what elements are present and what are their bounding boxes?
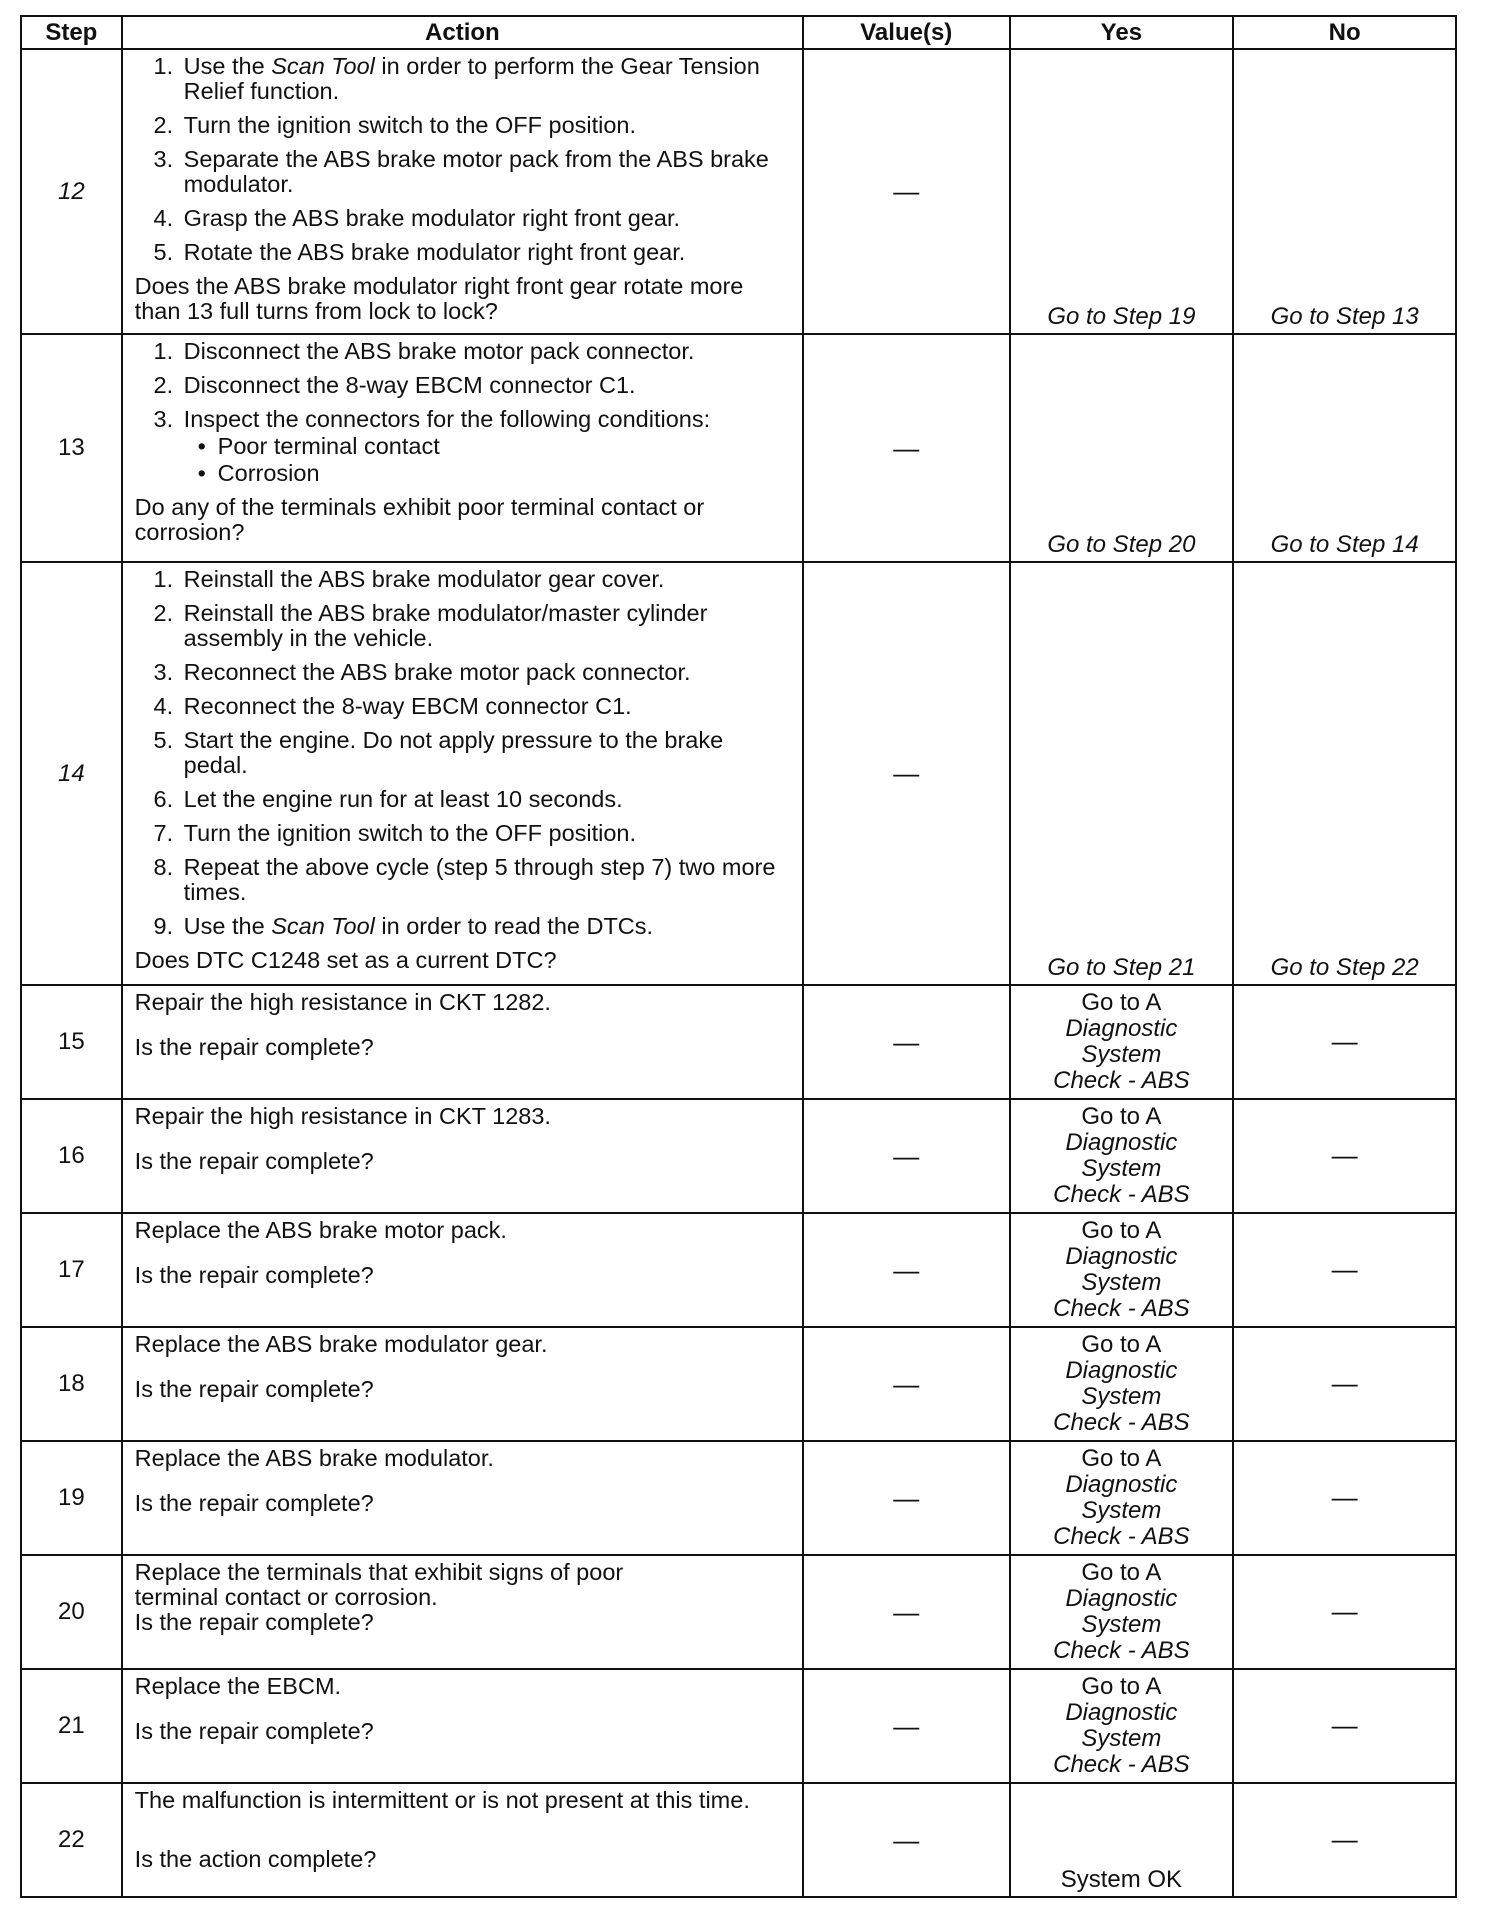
step-question: Do any of the terminals exhibit poor terminal contact or corrosion?	[134, 494, 705, 545]
header-yes: Yes	[1010, 16, 1234, 49]
no-action: Go to Step 13	[1233, 49, 1456, 334]
instruction-item: 3. Separate the ABS brake motor pack from the ABS brake modulator.	[180, 147, 792, 197]
step-question: Is the repair complete?	[134, 1262, 374, 1288]
instruction-item: 1. Use the Scan Tool in order to perform the Gear Tension Relief function.	[180, 54, 792, 104]
step-number: 16	[21, 1099, 122, 1213]
table-row-step-18	[21, 1327, 1456, 1441]
step-instruction: Replace the ABS brake motor pack.	[134, 1217, 507, 1243]
instruction-item: 2. Reinstall the ABS brake modulator/master cylinder assembly in the vehicle.	[180, 601, 792, 651]
header-step: Step	[21, 16, 122, 49]
step-number: 14	[21, 562, 122, 985]
no-action: Go to Step 22	[1233, 562, 1456, 985]
step-instruction: Replace the EBCM.	[134, 1673, 342, 1699]
step-instruction: The malfunction is intermittent or is not present at this time.	[134, 1787, 750, 1813]
no-action: —	[1233, 1099, 1456, 1213]
table-row-step-17	[21, 1213, 1456, 1327]
step-number: 22	[21, 1783, 122, 1897]
header-no: No	[1233, 16, 1456, 49]
step-value: —	[803, 334, 1009, 562]
yes-action: Go to Step 20	[1010, 334, 1234, 562]
yes-action: Go to A Diagnostic System Check - ABS	[1010, 985, 1234, 1099]
table-row-step-20	[21, 1555, 1456, 1669]
yes-action: Go to A Diagnostic System Check - ABS	[1010, 1099, 1234, 1213]
instruction-item: 9. Use the Scan Tool in order to read the DTCs.	[180, 914, 792, 939]
step-action	[122, 1441, 803, 1555]
yes-action: Go to A Diagnostic System Check - ABS	[1010, 1555, 1234, 1669]
header-action: Action	[122, 16, 803, 49]
step-action	[122, 562, 803, 985]
step-number: 13	[21, 334, 122, 562]
yes-action: Go to A Diagnostic System Check - ABS	[1010, 1327, 1234, 1441]
yes-action: Go to A Diagnostic System Check - ABS	[1010, 1213, 1234, 1327]
no-action: —	[1233, 1441, 1456, 1555]
step-action	[122, 1669, 803, 1783]
yes-action: Go to A Diagnostic System Check - ABS	[1010, 1669, 1234, 1783]
diagnostic-table	[20, 15, 1457, 1898]
step-value: —	[803, 1327, 1009, 1441]
table-row-step-13	[21, 334, 1456, 562]
step-instruction: Repair the high resistance in CKT 1282.	[134, 989, 551, 1015]
header-values: Value(s)	[803, 16, 1009, 49]
step-instruction: Replace the ABS brake modulator.	[134, 1445, 494, 1471]
step-instruction: Repair the high resistance in CKT 1283.	[134, 1103, 551, 1129]
instruction-item: 5. Start the engine. Do not apply pressure to the brake pedal.	[180, 728, 792, 778]
instruction-item: 7. Turn the ignition switch to the OFF position.	[180, 821, 792, 846]
step-value: —	[803, 1555, 1009, 1669]
instruction-list	[135, 54, 792, 265]
table-row-step-16	[21, 1099, 1456, 1213]
scan-tool-term: Scan Tool	[271, 913, 375, 939]
step-question: Is the repair complete?	[134, 1718, 374, 1744]
step-value: —	[803, 1783, 1009, 1897]
step-number: 19	[21, 1441, 122, 1555]
yes-action: Go to Step 21	[1010, 562, 1234, 985]
no-action: —	[1233, 985, 1456, 1099]
table-row-step-14	[21, 562, 1456, 985]
step-number: 18	[21, 1327, 122, 1441]
step-question: Is the repair complete?	[134, 1034, 374, 1060]
step-number: 20	[21, 1555, 122, 1669]
step-instruction: Replace the ABS brake modulator gear.	[134, 1331, 548, 1357]
step-action	[122, 1213, 803, 1327]
instruction-item: 1. Reinstall the ABS brake modulator gear cover.	[180, 567, 792, 592]
condition-item: • Poor terminal contact	[214, 434, 792, 459]
step-question: Is the repair complete?	[134, 1376, 374, 1402]
no-action: —	[1233, 1783, 1456, 1897]
instruction-item: 2. Turn the ignition switch to the OFF position.	[180, 113, 792, 138]
diagnostic-table-page	[20, 15, 1457, 1893]
step-action	[122, 334, 803, 562]
instruction-item: 4. Grasp the ABS brake modulator right front gear.	[180, 206, 792, 231]
instruction-list	[135, 567, 792, 939]
no-action: Go to Step 14	[1233, 334, 1456, 562]
step-action	[122, 985, 803, 1099]
step-value: —	[803, 562, 1009, 985]
instruction-list	[135, 339, 792, 486]
table-row-step-15	[21, 985, 1456, 1099]
step-action	[122, 1327, 803, 1441]
instruction-item: 2. Disconnect the 8-way EBCM connector C1.	[180, 373, 792, 398]
table-row-step-21	[21, 1669, 1456, 1783]
instruction-item: 8. Repeat the above cycle (step 5 through step 7) two more times.	[180, 855, 792, 905]
instruction-item: 6. Let the engine run for at least 10 seconds.	[180, 787, 792, 812]
step-value: —	[803, 1669, 1009, 1783]
step-value: —	[803, 985, 1009, 1099]
step-question: Does the ABS brake modulator right front gear rotate more than 13 full turns from lock to lock?	[134, 273, 744, 324]
yes-action: Go to A Diagnostic System Check - ABS	[1010, 1441, 1234, 1555]
step-question: Is the repair complete?	[134, 1490, 374, 1516]
step-question: Is the repair complete?	[134, 1609, 374, 1635]
instruction-item: 3. Reconnect the ABS brake motor pack connector.	[180, 660, 792, 685]
header-row	[21, 16, 1456, 49]
step-value: —	[803, 1213, 1009, 1327]
no-action: —	[1233, 1213, 1456, 1327]
step-number: 17	[21, 1213, 122, 1327]
step-action	[122, 1783, 803, 1897]
step-number: 15	[21, 985, 122, 1099]
table-row-step-22	[21, 1783, 1456, 1897]
step-question: Is the action complete?	[134, 1846, 377, 1872]
step-question: Is the repair complete?	[134, 1148, 374, 1174]
no-action: —	[1233, 1669, 1456, 1783]
step-number: 21	[21, 1669, 122, 1783]
step-action	[122, 1099, 803, 1213]
scan-tool-term: Scan Tool	[271, 53, 375, 79]
step-value: —	[803, 1099, 1009, 1213]
step-question: Does DTC C1248 set as a current DTC?	[134, 947, 557, 973]
step-action	[122, 1555, 803, 1669]
no-action: —	[1233, 1555, 1456, 1669]
no-action: —	[1233, 1327, 1456, 1441]
condition-item: • Corrosion	[214, 461, 792, 486]
condition-list	[184, 434, 792, 486]
table-row-step-19	[21, 1441, 1456, 1555]
instruction-item: 4. Reconnect the 8-way EBCM connector C1.	[180, 694, 792, 719]
step-value: —	[803, 49, 1009, 334]
instruction-item: 5. Rotate the ABS brake modulator right front gear.	[180, 240, 792, 265]
step-action	[122, 49, 803, 334]
step-instruction: Replace the terminals that exhibit signs of poor terminal contact or corrosion.	[134, 1559, 624, 1610]
step-number: 12	[21, 49, 122, 334]
instruction-item: 1. Disconnect the ABS brake motor pack connector.	[180, 339, 792, 364]
step-value: —	[803, 1441, 1009, 1555]
yes-action: System OK	[1010, 1783, 1234, 1897]
table-row-step-12	[21, 49, 1456, 334]
instruction-item: 3. Inspect the connectors for the following conditions: • Poor terminal contact • Corrosion	[180, 407, 792, 486]
yes-action: Go to Step 19	[1010, 49, 1234, 334]
